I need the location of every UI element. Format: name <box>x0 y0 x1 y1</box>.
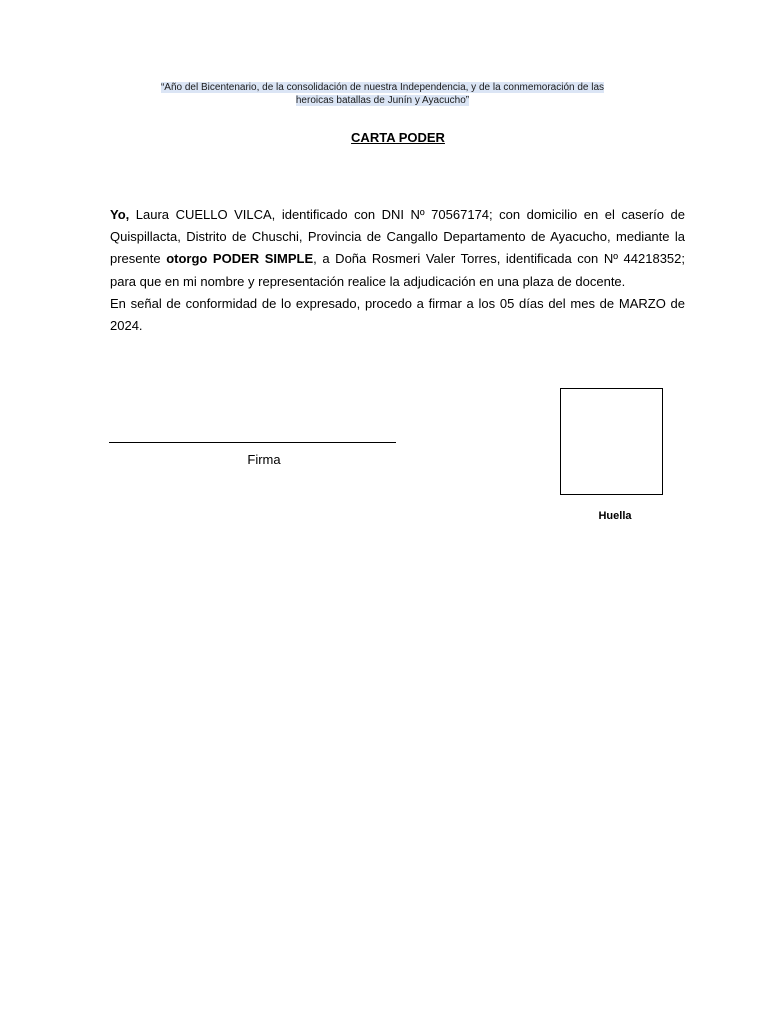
signature-label: Firma <box>247 452 281 467</box>
body-paragraph-2: En señal de conformidad de lo expresado, procedo a firmar a los 05 días del mes de MARZO de 2024. <box>110 295 685 334</box>
fingerprint-box <box>560 388 663 495</box>
header-commemorative-quote <box>110 81 655 107</box>
body-paragraph-1 <box>110 204 685 293</box>
body-otorgo-poder-simple: otorgo PODER SIMPLE <box>166 251 314 267</box>
header-quote-line-1: “Año del Bicentenario, de la consolidación de nuestra Independencia, y de la conmemoración de las <box>160 82 605 93</box>
body-yo: Yo, <box>110 207 130 222</box>
body-part-1: Laura CUELLO VILCA, identificado con DNI Nº 70567174; con domicilio en el caserío de Quispillacta, Distrito de Chuschi, Provincia de Cangallo Departamento de Ayacucho, mediante la presente <box>110 207 685 267</box>
document-body <box>110 204 685 337</box>
fingerprint-label: Huella <box>598 510 632 522</box>
body-part-2: , a Doña Rosmeri Valer Torres, identificada con Nº 44218352; para que en mi nombre y representación realice la adjudicación en una plaza de docente. <box>110 251 686 289</box>
signature-line <box>109 442 396 443</box>
document-title: CARTA PODER <box>351 130 445 145</box>
header-quote-line-2: heroicas batallas de Junín y Ayacucho” <box>295 95 470 106</box>
